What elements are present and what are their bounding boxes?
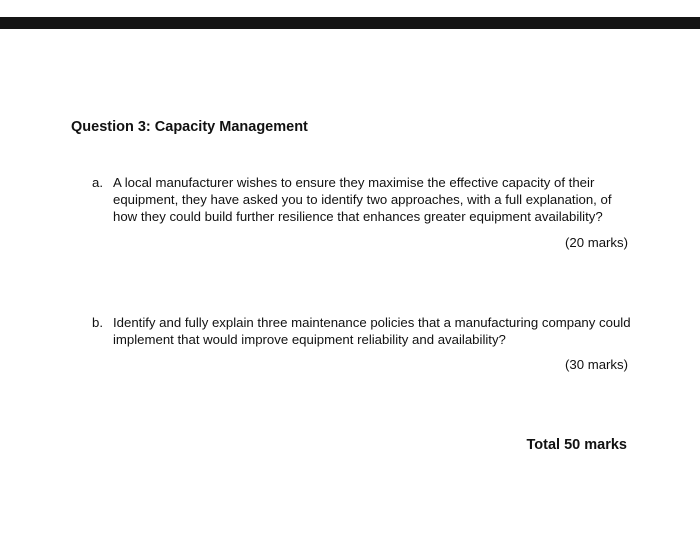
part-b-letter: b. bbox=[92, 315, 103, 330]
total-marks: Total 50 marks bbox=[526, 437, 627, 453]
part-a-letter: a. bbox=[92, 175, 103, 190]
part-a-marks: (20 marks) bbox=[564, 235, 628, 250]
top-black-bar bbox=[0, 17, 700, 29]
question-part-b bbox=[92, 314, 632, 348]
part-a-text: A local manufacturer wishes to ensure they maximise the effective capacity of their equipment, they have asked you to identify two approaches, with a full explanation, of how they could build further resilience that enhances greater equipment availability? bbox=[113, 175, 612, 225]
part-b-text: Identify and fully explain three maintenance policies that a manufacturing company could implement that would improve equipment reliability and availability? bbox=[113, 315, 631, 348]
question-part-a bbox=[92, 174, 632, 226]
part-b-marks: (30 marks) bbox=[564, 357, 628, 372]
question-heading: Question 3: Capacity Management bbox=[71, 119, 308, 135]
